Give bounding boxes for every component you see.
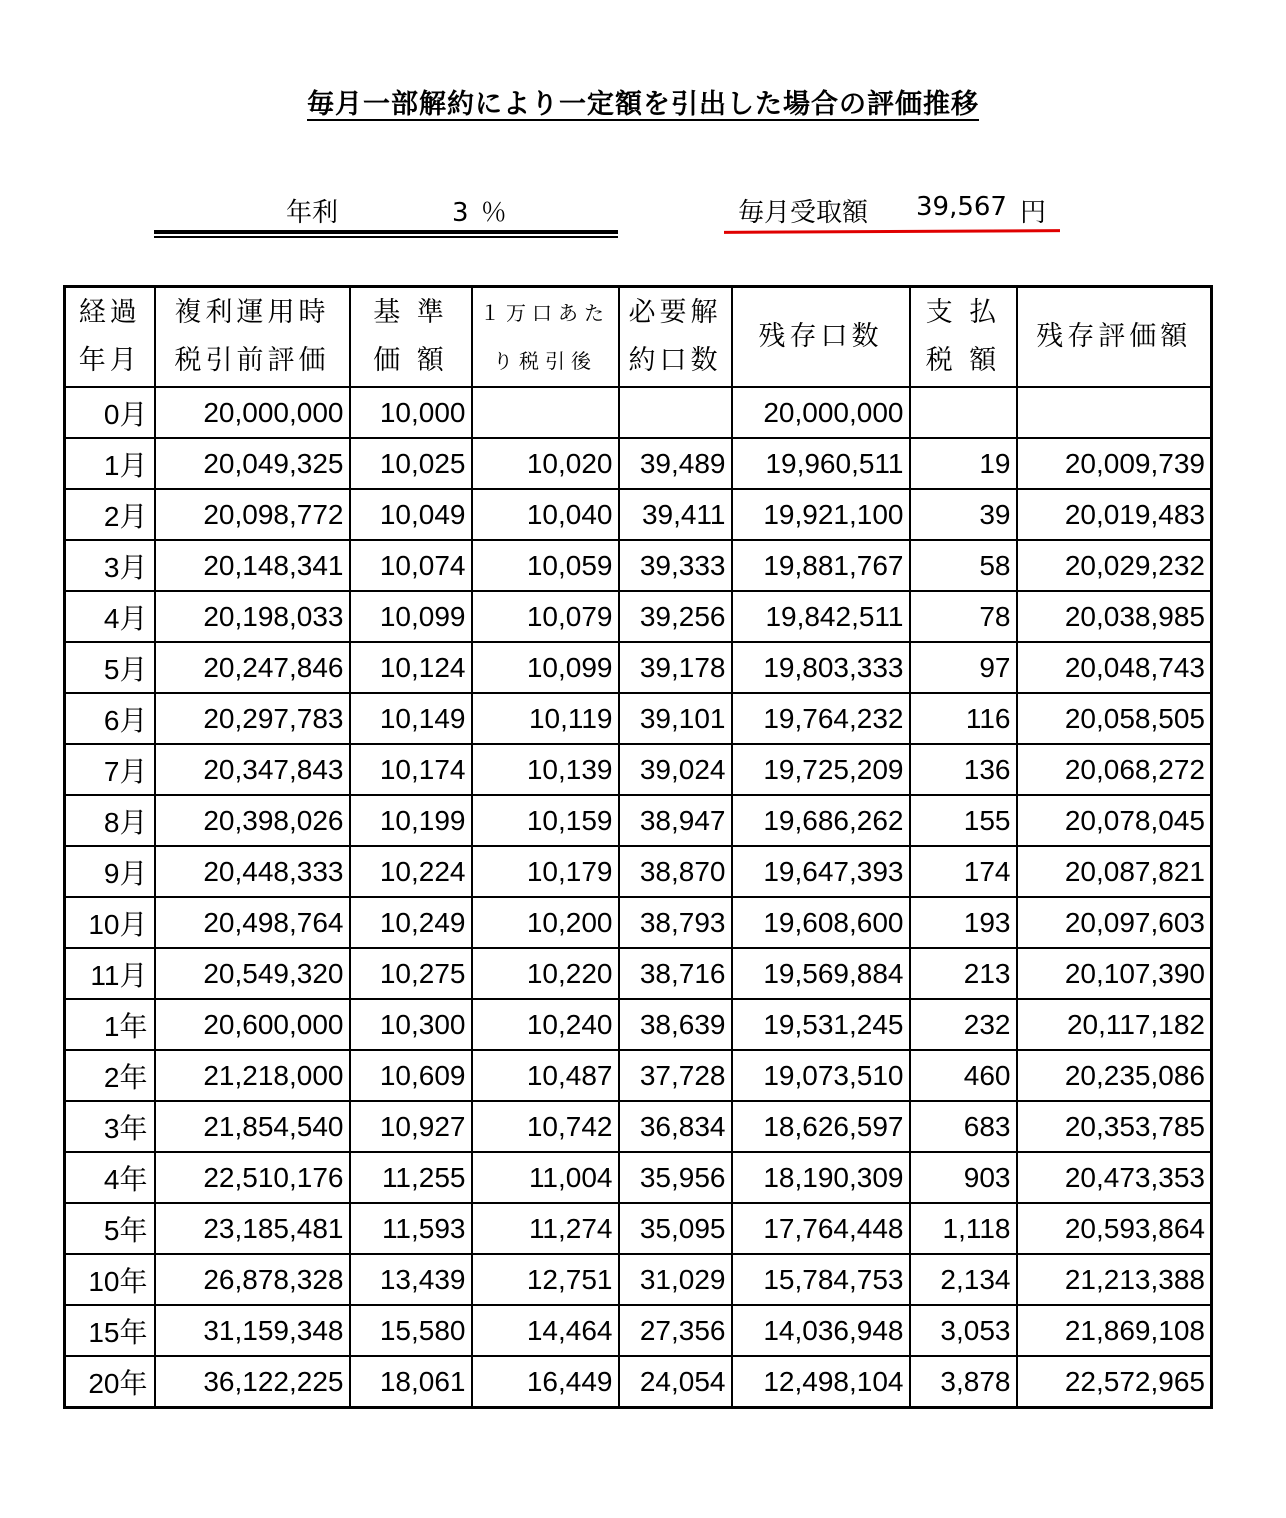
cell-remaining-value: 20,019,483 — [1017, 489, 1212, 540]
cell-period: 3月 — [65, 540, 155, 591]
cell-units-to-cancel — [619, 387, 732, 438]
cell-tax-paid: 19 — [910, 438, 1017, 489]
header-remaining-units: 残存口数 — [732, 287, 910, 388]
header-period: 経過 年月 — [65, 287, 155, 388]
cell-after-tax-per-10k: 10,240 — [472, 999, 619, 1050]
monthly-receipt-block — [724, 186, 1062, 240]
cell-base-price: 10,927 — [350, 1101, 472, 1152]
cell-period: 9月 — [65, 846, 155, 897]
monthly-receipt-label: 毎月受取額 — [738, 198, 869, 228]
table-row — [65, 795, 1212, 846]
annual-rate-value: 3 ％ — [452, 198, 509, 228]
cell-period: 4月 — [65, 591, 155, 642]
cell-period: 3年 — [65, 1101, 155, 1152]
cell-after-tax-per-10k: 10,179 — [472, 846, 619, 897]
cell-remaining-units: 19,725,209 — [732, 744, 910, 795]
cell-period: 6月 — [65, 693, 155, 744]
cell-units-to-cancel: 39,024 — [619, 744, 732, 795]
cell-remaining-value: 20,048,743 — [1017, 642, 1212, 693]
cell-units-to-cancel: 39,178 — [619, 642, 732, 693]
cell-tax-paid: 116 — [910, 693, 1017, 744]
table-row — [65, 438, 1212, 489]
cell-tax-paid: 97 — [910, 642, 1017, 693]
cell-units-to-cancel: 38,639 — [619, 999, 732, 1050]
cell-after-tax-per-10k: 16,449 — [472, 1356, 619, 1408]
cell-base-price: 10,025 — [350, 438, 472, 489]
cell-pretax-value: 23,185,481 — [155, 1203, 350, 1254]
table-row — [65, 1152, 1212, 1203]
cell-remaining-units: 19,686,262 — [732, 795, 910, 846]
cell-after-tax-per-10k: 10,099 — [472, 642, 619, 693]
cell-units-to-cancel: 38,947 — [619, 795, 732, 846]
cell-after-tax-per-10k: 10,200 — [472, 897, 619, 948]
cell-pretax-value: 20,000,000 — [155, 387, 350, 438]
cell-base-price: 10,249 — [350, 897, 472, 948]
cell-remaining-units: 19,073,510 — [732, 1050, 910, 1101]
cell-base-price: 10,275 — [350, 948, 472, 999]
cell-units-to-cancel: 39,256 — [619, 591, 732, 642]
annual-rate-double-underline-bottom — [154, 236, 618, 238]
table-row — [65, 387, 1212, 438]
cell-base-price: 15,580 — [350, 1305, 472, 1356]
cell-base-price: 10,199 — [350, 795, 472, 846]
cell-after-tax-per-10k: 10,059 — [472, 540, 619, 591]
cell-remaining-units: 19,842,511 — [732, 591, 910, 642]
cell-remaining-units: 19,608,600 — [732, 897, 910, 948]
cell-tax-paid: 2,134 — [910, 1254, 1017, 1305]
cell-remaining-units: 19,569,884 — [732, 948, 910, 999]
cell-remaining-value: 20,038,985 — [1017, 591, 1212, 642]
cell-pretax-value: 20,247,846 — [155, 642, 350, 693]
cell-base-price: 10,609 — [350, 1050, 472, 1101]
header-tax-paid: 支 払 税 額 — [910, 287, 1017, 388]
cell-units-to-cancel: 27,356 — [619, 1305, 732, 1356]
cell-base-price: 10,174 — [350, 744, 472, 795]
cell-tax-paid: 232 — [910, 999, 1017, 1050]
cell-remaining-units: 19,881,767 — [732, 540, 910, 591]
cell-period: 15年 — [65, 1305, 155, 1356]
cell-remaining-value: 20,473,353 — [1017, 1152, 1212, 1203]
monthly-receipt-red-underline — [724, 229, 1060, 234]
cell-remaining-value: 20,235,086 — [1017, 1050, 1212, 1101]
cell-units-to-cancel: 35,095 — [619, 1203, 732, 1254]
cell-tax-paid: 136 — [910, 744, 1017, 795]
cell-after-tax-per-10k: 10,220 — [472, 948, 619, 999]
cell-tax-paid: 78 — [910, 591, 1017, 642]
cell-remaining-value: 20,009,739 — [1017, 438, 1212, 489]
table-header-row — [65, 287, 1212, 388]
cell-base-price: 10,049 — [350, 489, 472, 540]
cell-remaining-value: 20,087,821 — [1017, 846, 1212, 897]
header-units-to-cancel: 必要解 約口数 — [619, 287, 732, 388]
cell-period: 7月 — [65, 744, 155, 795]
cell-remaining-units: 20,000,000 — [732, 387, 910, 438]
cell-after-tax-per-10k: 10,040 — [472, 489, 619, 540]
cell-units-to-cancel: 39,333 — [619, 540, 732, 591]
cell-after-tax-per-10k: 10,139 — [472, 744, 619, 795]
cell-period: 20年 — [65, 1356, 155, 1408]
cell-remaining-units: 19,764,232 — [732, 693, 910, 744]
cell-remaining-value: 20,078,045 — [1017, 795, 1212, 846]
cell-tax-paid — [910, 387, 1017, 438]
cell-tax-paid: 903 — [910, 1152, 1017, 1203]
cell-units-to-cancel: 35,956 — [619, 1152, 732, 1203]
cell-period: 5年 — [65, 1203, 155, 1254]
cell-remaining-value: 20,107,390 — [1017, 948, 1212, 999]
monthly-receipt-unit: 円 — [1020, 198, 1047, 228]
valuation-table — [63, 285, 1213, 1409]
cell-period: 8月 — [65, 795, 155, 846]
cell-tax-paid: 460 — [910, 1050, 1017, 1101]
table-row — [65, 591, 1212, 642]
cell-base-price: 10,124 — [350, 642, 472, 693]
cell-base-price: 10,224 — [350, 846, 472, 897]
cell-pretax-value: 20,098,772 — [155, 489, 350, 540]
table-row — [65, 642, 1212, 693]
cell-after-tax-per-10k — [472, 387, 619, 438]
cell-after-tax-per-10k: 12,751 — [472, 1254, 619, 1305]
table-body — [65, 387, 1212, 1408]
cell-units-to-cancel: 38,870 — [619, 846, 732, 897]
cell-pretax-value: 22,510,176 — [155, 1152, 350, 1203]
cell-remaining-units: 14,036,948 — [732, 1305, 910, 1356]
cell-units-to-cancel: 39,411 — [619, 489, 732, 540]
cell-remaining-units: 18,626,597 — [732, 1101, 910, 1152]
cell-units-to-cancel: 24,054 — [619, 1356, 732, 1408]
cell-remaining-units: 18,190,309 — [732, 1152, 910, 1203]
cell-remaining-units: 12,498,104 — [732, 1356, 910, 1408]
cell-pretax-value: 20,198,033 — [155, 591, 350, 642]
cell-remaining-value: 20,029,232 — [1017, 540, 1212, 591]
cell-base-price: 11,593 — [350, 1203, 472, 1254]
cell-pretax-value: 20,398,026 — [155, 795, 350, 846]
cell-after-tax-per-10k: 10,487 — [472, 1050, 619, 1101]
cell-remaining-units: 19,531,245 — [732, 999, 910, 1050]
cell-units-to-cancel: 38,793 — [619, 897, 732, 948]
cell-tax-paid: 3,878 — [910, 1356, 1017, 1408]
annual-rate-label: 年利 — [286, 198, 339, 228]
cell-remaining-units: 19,647,393 — [732, 846, 910, 897]
cell-pretax-value: 20,498,764 — [155, 897, 350, 948]
cell-period: 1年 — [65, 999, 155, 1050]
cell-tax-paid: 683 — [910, 1101, 1017, 1152]
cell-tax-paid: 3,053 — [910, 1305, 1017, 1356]
cell-after-tax-per-10k: 11,274 — [472, 1203, 619, 1254]
cell-pretax-value: 20,297,783 — [155, 693, 350, 744]
table-row — [65, 897, 1212, 948]
header-after-tax-per-10k: １万口あた り税引後 — [472, 287, 619, 388]
cell-after-tax-per-10k: 10,020 — [472, 438, 619, 489]
cell-tax-paid: 58 — [910, 540, 1017, 591]
cell-pretax-value: 21,854,540 — [155, 1101, 350, 1152]
cell-pretax-value: 36,122,225 — [155, 1356, 350, 1408]
cell-base-price: 18,061 — [350, 1356, 472, 1408]
header-remaining-value: 残存評価額 — [1017, 287, 1212, 388]
annual-rate-double-underline-top — [154, 230, 618, 234]
table-row — [65, 1254, 1212, 1305]
cell-remaining-units: 19,803,333 — [732, 642, 910, 693]
cell-remaining-value: 20,058,505 — [1017, 693, 1212, 744]
table-row — [65, 846, 1212, 897]
table-row — [65, 999, 1212, 1050]
cell-pretax-value: 20,148,341 — [155, 540, 350, 591]
table-row — [65, 948, 1212, 999]
annual-rate-block — [154, 186, 618, 240]
page-title — [0, 82, 1286, 121]
cell-after-tax-per-10k: 14,464 — [472, 1305, 619, 1356]
cell-remaining-value: 20,068,272 — [1017, 744, 1212, 795]
cell-after-tax-per-10k: 10,159 — [472, 795, 619, 846]
table-row — [65, 1356, 1212, 1408]
cell-period: 2年 — [65, 1050, 155, 1101]
cell-pretax-value: 20,049,325 — [155, 438, 350, 489]
cell-pretax-value: 20,448,333 — [155, 846, 350, 897]
table-row — [65, 693, 1212, 744]
cell-after-tax-per-10k: 11,004 — [472, 1152, 619, 1203]
cell-tax-paid: 1,118 — [910, 1203, 1017, 1254]
cell-pretax-value: 20,600,000 — [155, 999, 350, 1050]
table-row — [65, 1203, 1212, 1254]
monthly-receipt-value: 39,567 — [916, 192, 1007, 222]
header-pretax-value: 複利運用時 税引前評価 — [155, 287, 350, 388]
table-row — [65, 744, 1212, 795]
cell-remaining-value: 20,117,182 — [1017, 999, 1212, 1050]
cell-remaining-units: 19,921,100 — [732, 489, 910, 540]
table-row — [65, 1305, 1212, 1356]
cell-units-to-cancel: 31,029 — [619, 1254, 732, 1305]
cell-tax-paid: 213 — [910, 948, 1017, 999]
cell-pretax-value: 20,549,320 — [155, 948, 350, 999]
cell-units-to-cancel: 38,716 — [619, 948, 732, 999]
cell-tax-paid: 39 — [910, 489, 1017, 540]
cell-remaining-value: 20,097,603 — [1017, 897, 1212, 948]
cell-base-price: 10,149 — [350, 693, 472, 744]
cell-period: 5月 — [65, 642, 155, 693]
cell-pretax-value: 31,159,348 — [155, 1305, 350, 1356]
cell-pretax-value: 20,347,843 — [155, 744, 350, 795]
cell-tax-paid: 193 — [910, 897, 1017, 948]
cell-base-price: 10,300 — [350, 999, 472, 1050]
cell-remaining-value: 21,213,388 — [1017, 1254, 1212, 1305]
table-row — [65, 1050, 1212, 1101]
cell-units-to-cancel: 39,101 — [619, 693, 732, 744]
cell-remaining-value: 20,593,864 — [1017, 1203, 1212, 1254]
cell-base-price: 10,074 — [350, 540, 472, 591]
cell-remaining-value — [1017, 387, 1212, 438]
header-base-price: 基 準 価 額 — [350, 287, 472, 388]
cell-units-to-cancel: 39,489 — [619, 438, 732, 489]
cell-remaining-value: 20,353,785 — [1017, 1101, 1212, 1152]
cell-remaining-units: 17,764,448 — [732, 1203, 910, 1254]
cell-after-tax-per-10k: 10,079 — [472, 591, 619, 642]
cell-period: 1月 — [65, 438, 155, 489]
cell-base-price: 11,255 — [350, 1152, 472, 1203]
cell-period: 0月 — [65, 387, 155, 438]
cell-pretax-value: 21,218,000 — [155, 1050, 350, 1101]
table-row — [65, 489, 1212, 540]
cell-remaining-units: 15,784,753 — [732, 1254, 910, 1305]
cell-remaining-units: 19,960,511 — [732, 438, 910, 489]
cell-after-tax-per-10k: 10,119 — [472, 693, 619, 744]
cell-period: 4年 — [65, 1152, 155, 1203]
cell-tax-paid: 155 — [910, 795, 1017, 846]
cell-period: 2月 — [65, 489, 155, 540]
cell-base-price: 10,000 — [350, 387, 472, 438]
cell-period: 10年 — [65, 1254, 155, 1305]
cell-tax-paid: 174 — [910, 846, 1017, 897]
cell-period: 11月 — [65, 948, 155, 999]
cell-remaining-value: 22,572,965 — [1017, 1356, 1212, 1408]
cell-base-price: 13,439 — [350, 1254, 472, 1305]
cell-units-to-cancel: 37,728 — [619, 1050, 732, 1101]
cell-remaining-value: 21,869,108 — [1017, 1305, 1212, 1356]
table-row — [65, 540, 1212, 591]
cell-period: 10月 — [65, 897, 155, 948]
cell-after-tax-per-10k: 10,742 — [472, 1101, 619, 1152]
table-row — [65, 1101, 1212, 1152]
cell-pretax-value: 26,878,328 — [155, 1254, 350, 1305]
cell-units-to-cancel: 36,834 — [619, 1101, 732, 1152]
cell-base-price: 10,099 — [350, 591, 472, 642]
page-title-text: 毎月一部解約により一定額を引出した場合の評価推移 — [307, 89, 979, 120]
